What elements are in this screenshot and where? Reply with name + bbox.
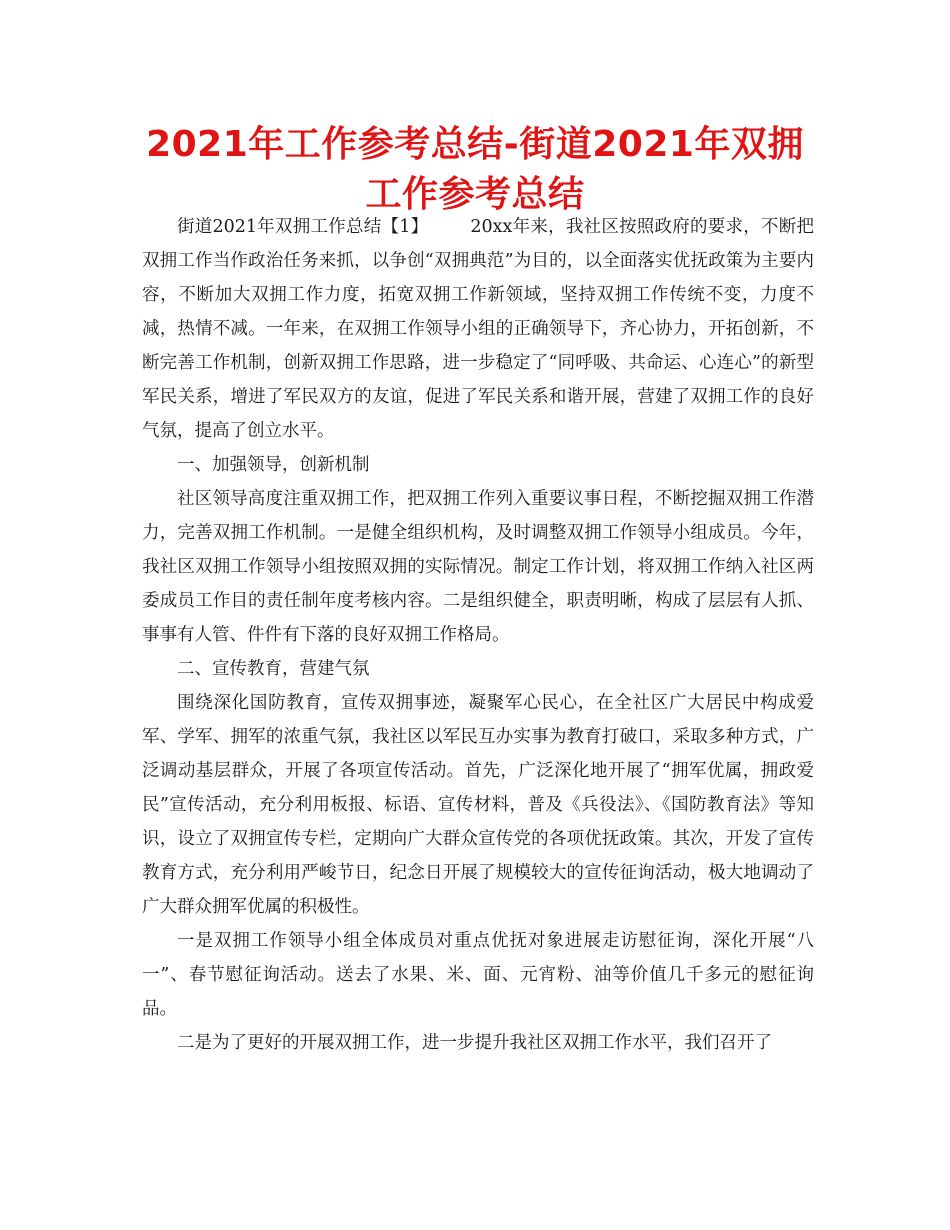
paragraph-visits: 一是双拥工作领导小组全体成员对重点优抚对象进展走访慰征询，深化开展“八一”、春节慰征询活动。送去了水果、米、面、元宵粉、油等价值几千多元的慰征询品。: [142, 931, 814, 1019]
section-heading-1: 一、加强领导，创新机制: [177, 455, 370, 475]
paragraph-publicity: 围绕深化国防教育，宣传双拥事迹，凝聚军心民心，在全社区广大居民中构成爱军、学军、拥军的浓重气氛，我社区以军民互办实事为教育打破口，采取多种方式，广泛调动基层群众，开展了各项宣传活动。首先，广泛深化地开展了“拥军优属，拥政爱民”宣传活动，充分利用板报、标语、宣传材料，普及《兵役法》、《国防教育法》等知识，设立了双拥宣传专栏，定期向广大群众宣传党的各项优抚政策。其次，开发了宣传教育方式，充分利用严峻节日，纪念日开展了规模较大的宣传征询活动，极大地调动了广大群众拥军优属的积极性。: [142, 693, 814, 917]
document-title: 2021年工作参考总结-街道2021年双拥工作参考总结: [146, 124, 804, 215]
intro-paragraph: [142, 210, 814, 448]
document-body: [142, 210, 814, 1060]
paragraph-meeting: 二是为了更好的开展双拥工作，进一步提升我社区双拥工作水平，我们召开了: [177, 1033, 772, 1053]
intro-lead: 街道2021年双拥工作总结【1】: [177, 217, 429, 237]
section-heading-2: 二、宣传教育，营建气氛: [177, 659, 370, 679]
intro-text: 20xx年来，我社区按照政府的要求，不断把双拥工作当作政治任务来抓，以争创“双拥典范”为目的，以全面落实优抚政策为主要内容，不断加大双拥工作力度，拓宽双拥工作新领域，坚持双拥工作传统不变，力度不减，热情不减。一年来，在双拥工作领导小组的正确领导下，齐心协力，开拓创新，不断完善工作机制，创新双拥工作思路，进一步稳定了“同呼吸、共命运、心连心”的新型军民关系，增进了军民双方的友谊，促进了军民关系和谐开展，营建了双拥工作的良好气氛，提高了创立水平。: [142, 217, 814, 441]
paragraph-leadership: 社区领导高度注重双拥工作，把双拥工作列入重要议事日程，不断挖掘双拥工作潜力，完善双拥工作机制。一是健全组织机构，及时调整双拥工作领导小组成员。今年，我社区双拥工作领导小组按照双拥的实际情况。制定工作计划，将双拥工作纳入社区两委成员工作目的责任制年度考核内容。二是组织健全，职责明晰，构成了层层有人抓、事事有人管、件件有下落的良好双拥工作格局。: [142, 489, 814, 645]
